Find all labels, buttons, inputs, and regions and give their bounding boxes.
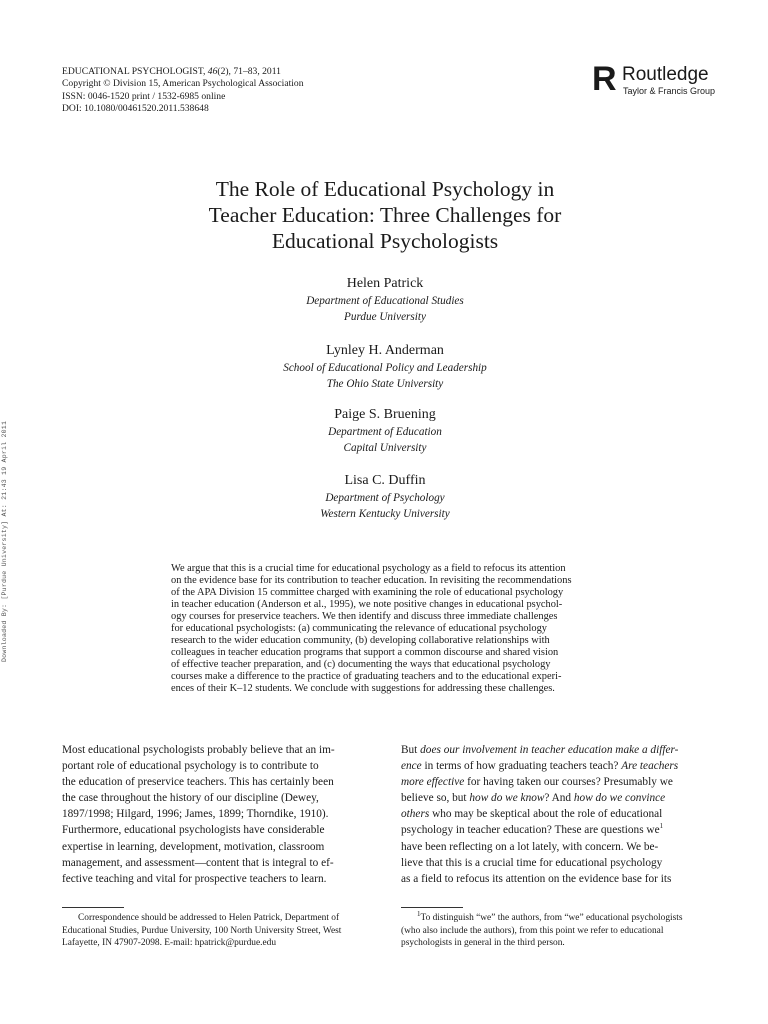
author-block <box>180 472 590 522</box>
journal-citation: EDUCATIONAL PSYCHOLOGIST, 46(2), 71–83, 2011 <box>62 66 281 77</box>
journal-volume: 46 <box>207 66 218 77</box>
author-name: Paige S. Bruening <box>334 407 436 422</box>
article-title: The Role of Educational Psychology in Teacher Education: Three Challenges for Educational Psychologists <box>208 177 562 253</box>
publisher-name: Routledge <box>622 64 709 85</box>
body-column-right: But does our involvement in teacher education make a differ- ence in terms of how graduating teachers teach? Are teachers more effective for having taken our courses? Presumably we believe so, but how do we know? And how do we convince others who may be skeptical about the role of educational psychology in teacher education? These are questions $we^1$ have been reflecting on a lot lately, with concern. We be- lieve that this is a crucial time for educational psychology as a field to refocus its attention on the evidence base for its <box>401 744 679 885</box>
author-department: Department of Educational Studies <box>306 295 464 307</box>
journal-info <box>62 66 304 116</box>
author-name: Helen Patrick <box>346 276 424 291</box>
author-institution: Purdue University <box>344 311 426 323</box>
abstract: We argue that this is a crucial time for educational psychology as a field to refocus its attention on the evidence base for its contribution to teacher education. In revisiting the recommendations of the APA Division 15 committee charged with examining the role of educational psychology in teacher education (Anderson et al., 1995), we note positive changes in educational psychol- ogy courses for preservice teachers. We then identify and discuss three immediate challenges for educational psychologists: (a) communicating the relevance of educational psychology research to the wider education community, (b) developing collaborative relationships with colleagues in teacher education programs that support a common discourse and shared vision of effective teacher preparation, and (c) documenting the ways that educational psychology courses make a difference to the practice of graduating teachers and to the educational experi- ences of their K–12 students. We conclude with suggestions for addressing these challenges. <box>171 563 572 695</box>
journal-issn: ISSN: 0046-1520 print / 1532-6985 online <box>62 90 226 102</box>
publisher-group: Taylor & Francis Group <box>623 86 716 96</box>
author-block <box>180 342 590 392</box>
author-institution: Western Kentucky University <box>320 508 450 520</box>
footnote: $^1$To distinguish “we” the authors, from “we” educational psychologists (who also include the authors), from this point we refer to educational psychologists in general in the third person. <box>401 909 683 948</box>
footnote-divider <box>401 907 463 908</box>
author-block <box>180 406 590 456</box>
body-column-left: Most educational psychologists probably believe that an im- portant role of educational psychology is to contribute to the education of preservice teachers. This has certainly been the case throughout the history of our discipline (Dewey, 1897/1998; Hilgard, 1996; James, 1899; Thorndike, 1910). Furthermore, educational psychologists have considerable expertise in learning, development, motivation, classroom management, and assessment—content that is integral to ef- fective teaching and vital for prospective teachers to learn. <box>62 744 335 885</box>
correspondence-note: Correspondence should be addressed to Helen Patrick, Department of Educational Studies, Purdue University, 100 North University Street, West Lafayette, IN 47907-2098. E-mail: hpatrick@purdue.edu <box>62 913 342 948</box>
footnote-marker: 1 <box>659 822 664 831</box>
author-department: School of Educational Policy and Leadership <box>283 362 487 374</box>
footnote-divider <box>62 907 124 908</box>
author-department: Department of Education <box>328 426 442 438</box>
author-department: Department of Psychology <box>325 492 445 504</box>
journal-copyright: Copyright © Division 15, American Psychological Association <box>62 78 304 90</box>
author-institution: The Ohio State University <box>326 378 444 390</box>
author-name: Lynley H. Anderman <box>326 343 444 358</box>
author-block <box>180 275 590 325</box>
author-name: Lisa C. Duffin <box>344 473 426 488</box>
routledge-logo-icon: R <box>592 60 617 98</box>
journal-doi: DOI: 10.1080/00461520.2011.538648 <box>62 103 209 115</box>
author-institution: Capital University <box>343 442 427 454</box>
download-stamp: Downloaded By: [Purdue University] At: 21:43 19 April 2011 <box>1 420 8 662</box>
